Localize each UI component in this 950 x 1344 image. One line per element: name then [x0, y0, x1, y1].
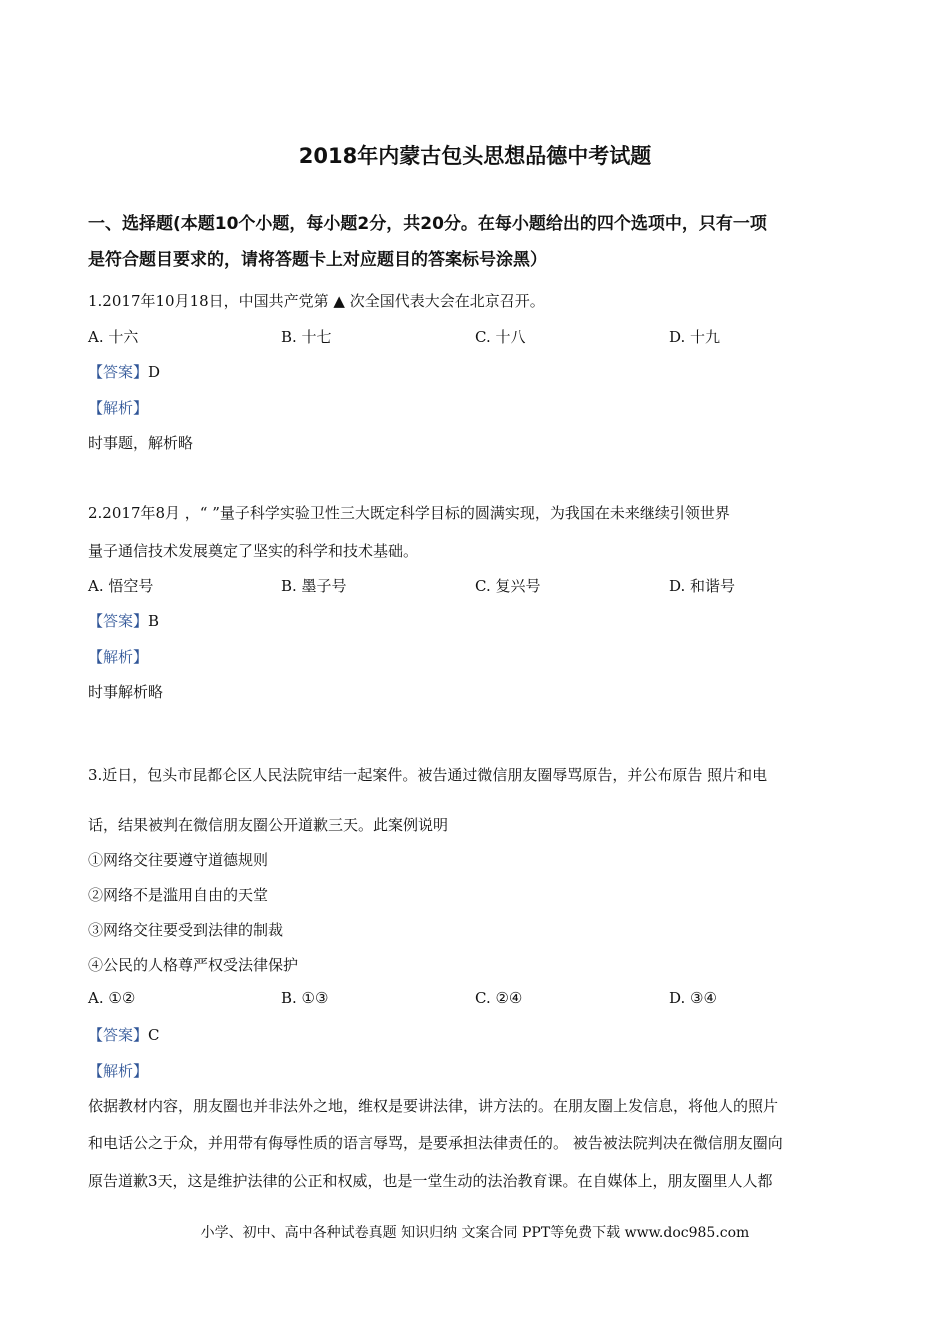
q1-option-b: B. 十七	[281, 328, 332, 346]
q2-option-d: D. 和谐号	[669, 577, 736, 595]
page-title: 2018年内蒙古包头思想品德中考试题	[298, 144, 652, 168]
q2-option-b: B. 墨子号	[281, 577, 347, 595]
q1-stem: 1.2017年10月18日，中国共产党第 ▲ 次全国代表大会在北京召开。	[88, 292, 545, 310]
q2-option-a: A. 悟空号	[88, 577, 154, 595]
q3-answer-value: C	[148, 1026, 160, 1044]
section-heading-line-1: 一、选择题(本题10个小题，每小题2分，共20分。在每小题给出的四个选项中，只有一项	[88, 214, 767, 234]
q3-statement-4: ④公民的人格尊严权受法律保护	[88, 956, 299, 974]
answer-label: 【答案】	[88, 363, 149, 381]
section-heading	[88, 206, 868, 278]
q1-option-d: D. 十九	[669, 328, 721, 346]
q1-option-c: C. 十八	[475, 328, 526, 346]
q2-analysis-label: 【解析】	[88, 648, 149, 666]
q2-stem-line-1: 2.2017年8月 ，“ ”量子科学实验卫性三大既定科学目标的圆满实现，为我国在未来继续引领世界	[88, 504, 730, 522]
q2-option-c: C. 复兴号	[475, 577, 541, 595]
q3-analysis-line-2: 和电话公之于众，并用带有侮辱性质的语言辱骂，是要承担法律责任的。 被告被法院判决在微信朋友圈向	[88, 1134, 783, 1152]
q2-answer-value: B	[148, 612, 160, 630]
q3-option-c: C. ②④	[475, 989, 523, 1007]
q3-option-d: D. ③④	[669, 989, 717, 1007]
q1-answer	[88, 361, 160, 382]
page-footer: 小学、初中、高中各种试卷真题 知识归纳 文案合同 PPT等免费下载 www.doc985.com	[200, 1225, 750, 1241]
answer-label: 【答案】	[88, 1026, 149, 1044]
q2-answer	[88, 610, 159, 631]
q3-option-b: B. ①③	[281, 989, 329, 1007]
q3-answer	[88, 1024, 160, 1045]
q1-option-a: A. 十六	[88, 328, 139, 346]
q3-analysis-label: 【解析】	[88, 1062, 149, 1080]
q3-statement-1: ①网络交往要遵守道德规则	[88, 851, 269, 869]
q1-answer-value: D	[148, 363, 161, 381]
q1-analysis-label: 【解析】	[88, 399, 149, 417]
q3-analysis-line-1: 依据教材内容，朋友圈也并非法外之地，维权是要讲法律，讲方法的。在朋友圈上发信息，将他人的照片	[88, 1097, 779, 1115]
q3-statement-2: ②网络不是滥用自由的天堂	[88, 886, 269, 904]
section-heading-line-2: 是符合题目要求的，请将答题卡上对应题目的答案标号涂黑）	[88, 250, 547, 270]
q2-stem-line-2: 量子通信技术发展奠定了坚实的科学和技术基础。	[88, 542, 419, 560]
q3-stem-line-1: 3.近日，包头市昆都仑区人民法院审结一起案件。被告通过微信朋友圈辱骂原告，并公布原告 照片和电	[88, 766, 768, 784]
q1-analysis: 时事题，解析略	[88, 434, 194, 452]
q3-option-a: A. ①②	[88, 989, 136, 1007]
q3-analysis-line-3: 原告道歉3天，这是维护法律的公正和权威，也是一堂生动的法治教育课。在自媒体上，朋友圈里人人都	[88, 1172, 773, 1190]
q3-statement-3: ③网络交往要受到法律的制裁	[88, 921, 284, 939]
answer-label: 【答案】	[88, 612, 149, 630]
q2-analysis: 时事解析略	[88, 683, 164, 701]
q3-stem-line-2: 话，结果被判在微信朋友圈公开道歉三天。此案例说明	[88, 816, 449, 834]
